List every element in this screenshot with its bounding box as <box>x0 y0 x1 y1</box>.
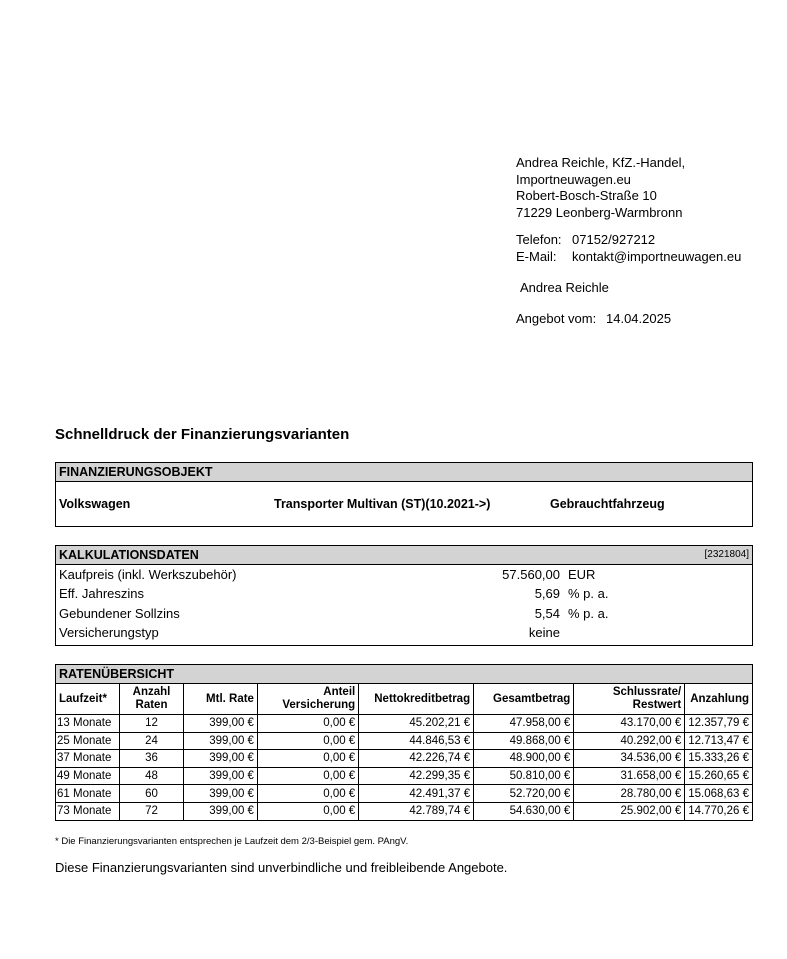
calculation-value: 5,69 <box>534 586 560 602</box>
calculation-label: Versicherungstyp <box>59 625 159 641</box>
calculation-header-title: KALKULATIONSDATEN <box>59 548 199 562</box>
dealer-name: Andrea Reichle, KfZ.-Handel, <box>516 155 686 170</box>
table-cell: 42.226,74 € <box>359 750 474 768</box>
financing-object-row <box>56 482 752 527</box>
contact-person: Andrea Reichle <box>520 280 609 295</box>
table-cell: 15.333,26 € <box>685 750 752 768</box>
email-value: kontakt@importneuwagen.eu <box>572 248 742 264</box>
table-cell: 42.299,35 € <box>359 767 474 785</box>
column-header: Anzahlung <box>685 684 752 715</box>
column-header: Nettokreditbetrag <box>359 684 474 715</box>
table-cell: 0,00 € <box>257 715 358 733</box>
email-row <box>516 249 741 266</box>
rates-table-body <box>56 715 752 820</box>
table-row <box>56 732 752 750</box>
table-cell: 25.902,00 € <box>574 802 685 819</box>
calculation-unit: % p. a. <box>568 586 609 602</box>
calculation-value: 5,54 <box>534 605 560 621</box>
table-cell: 12.713,47 € <box>685 732 752 750</box>
table-cell: 0,00 € <box>257 732 358 750</box>
table-cell: 54.630,00 € <box>474 802 574 819</box>
column-header: Laufzeit* <box>56 684 120 715</box>
dealer-address <box>516 155 685 221</box>
table-cell: 47.958,00 € <box>474 715 574 733</box>
table-cell: 43.170,00 € <box>574 715 685 733</box>
table-cell: 61 Monate <box>56 785 120 803</box>
table-cell: 45.202,21 € <box>359 715 474 733</box>
phone-value: 07152/927212 <box>572 232 656 247</box>
calculation-value: 57.560,00 <box>502 567 560 582</box>
table-cell: 399,00 € <box>183 785 257 803</box>
table-cell: 25 Monate <box>56 732 120 750</box>
calculation-value: keine <box>528 625 560 641</box>
table-cell: 36 <box>120 750 184 768</box>
offer-date-label: Angebot vom: <box>516 311 597 326</box>
calculation-row <box>56 623 752 642</box>
table-cell: 24 <box>120 732 184 750</box>
table-cell: 14.770,26 € <box>688 805 749 818</box>
calculation-rows <box>56 565 752 643</box>
financing-object-header: FINANZIERUNGSOBJEKT <box>56 463 752 482</box>
calculation-row <box>56 565 752 584</box>
calculation-unit: % p. a. <box>568 605 609 621</box>
calculation-row <box>56 604 752 623</box>
dealer-street: Robert-Bosch-Straße 10 <box>516 188 657 203</box>
rates-table-header <box>56 684 752 715</box>
rates-table <box>56 684 752 820</box>
table-cell: 49.868,00 € <box>474 732 574 750</box>
table-cell: 60 <box>120 785 184 803</box>
vehicle-model: Transporter Multivan (ST)(10.2021->) <box>274 497 491 511</box>
calculation-reference: [2321804] <box>704 549 749 560</box>
table-cell: 15.260,65 € <box>685 767 752 785</box>
financing-object-box <box>55 462 753 527</box>
calculation-unit: EUR <box>568 567 596 582</box>
table-cell: 48.900,00 € <box>474 750 574 768</box>
footnote: * Die Finanzierungsvarianten entsprechen je Laufzeit dem 2/3-Beispiel gem. PAngV. <box>55 836 409 847</box>
phone-label: Telefon: <box>516 232 562 247</box>
column-header: Gesamtbetrag <box>474 684 574 715</box>
table-cell: 31.658,00 € <box>574 767 685 785</box>
calculation-label: Eff. Jahreszins <box>59 586 145 602</box>
disclaimer: Diese Finanzierungsvarianten sind unverbindliche und freibleibende Angebote. <box>55 860 508 875</box>
table-cell: 72 <box>120 802 184 819</box>
table-cell: 0,00 € <box>257 750 358 768</box>
dealer-city: 71229 Leonberg-Warmbronn <box>516 204 683 220</box>
table-cell: 15.068,63 € <box>685 785 752 803</box>
column-header: Anzahl Raten <box>120 684 184 715</box>
calculation-row <box>56 584 752 603</box>
table-cell: 44.846,53 € <box>359 732 474 750</box>
table-cell: 34.536,00 € <box>574 750 685 768</box>
calculation-box <box>55 545 753 646</box>
table-row <box>56 785 752 803</box>
table-cell: 0,00 € <box>257 767 358 785</box>
table-cell: 42.789,74 € <box>359 802 474 819</box>
table-cell: 42.491,37 € <box>359 785 474 803</box>
table-row <box>56 767 752 785</box>
table-cell: 12 <box>120 715 184 733</box>
table-cell: 12.357,79 € <box>685 715 752 733</box>
table-row <box>56 750 752 768</box>
table-cell: 0,00 € <box>257 785 358 803</box>
calculation-header <box>56 546 752 565</box>
column-header: Schlussrate/ Restwert <box>574 684 685 715</box>
table-cell: 399,00 € <box>183 750 257 768</box>
table-cell: 399,00 € <box>183 767 257 785</box>
table-cell: 50.810,00 € <box>474 767 574 785</box>
table-cell: 0,00 € <box>257 802 358 819</box>
vehicle-condition: Gebrauchtfahrzeug <box>550 497 665 511</box>
table-cell: 52.720,00 € <box>474 785 574 803</box>
dealer-contact <box>516 232 741 265</box>
table-cell: 28.780,00 € <box>574 785 685 803</box>
table-cell: 49 Monate <box>56 767 120 785</box>
page-title: Schnelldruck der Finanzierungsvarianten <box>55 426 350 443</box>
table-cell: 48 <box>120 767 184 785</box>
phone-row <box>516 232 741 249</box>
offer-date-value: 14.04.2025 <box>606 311 672 326</box>
vehicle-brand: Volkswagen <box>59 497 131 511</box>
column-header: Anteil Versicherung <box>257 684 358 715</box>
table-cell: 73 Monate <box>56 802 120 819</box>
table-cell: 40.292,00 € <box>574 732 685 750</box>
calculation-label: Kaufpreis (inkl. Werkszubehör) <box>59 567 237 582</box>
column-header: Mtl. Rate <box>183 684 257 715</box>
table-cell: 399,00 € <box>183 715 257 733</box>
table-row <box>56 802 752 819</box>
table-cell: 37 Monate <box>56 750 120 768</box>
table-row <box>56 715 752 733</box>
calculation-label: Gebundener Sollzins <box>59 605 180 621</box>
rates-box <box>55 664 753 821</box>
table-cell: 399,00 € <box>183 802 257 819</box>
offer-date-row <box>516 311 671 326</box>
rates-header: RATENÜBERSICHT <box>56 665 752 684</box>
email-label: E-Mail: <box>516 248 557 264</box>
table-cell: 399,00 € <box>183 732 257 750</box>
table-cell: 13 Monate <box>56 715 120 733</box>
dealer-website: Importneuwagen.eu <box>516 171 631 187</box>
